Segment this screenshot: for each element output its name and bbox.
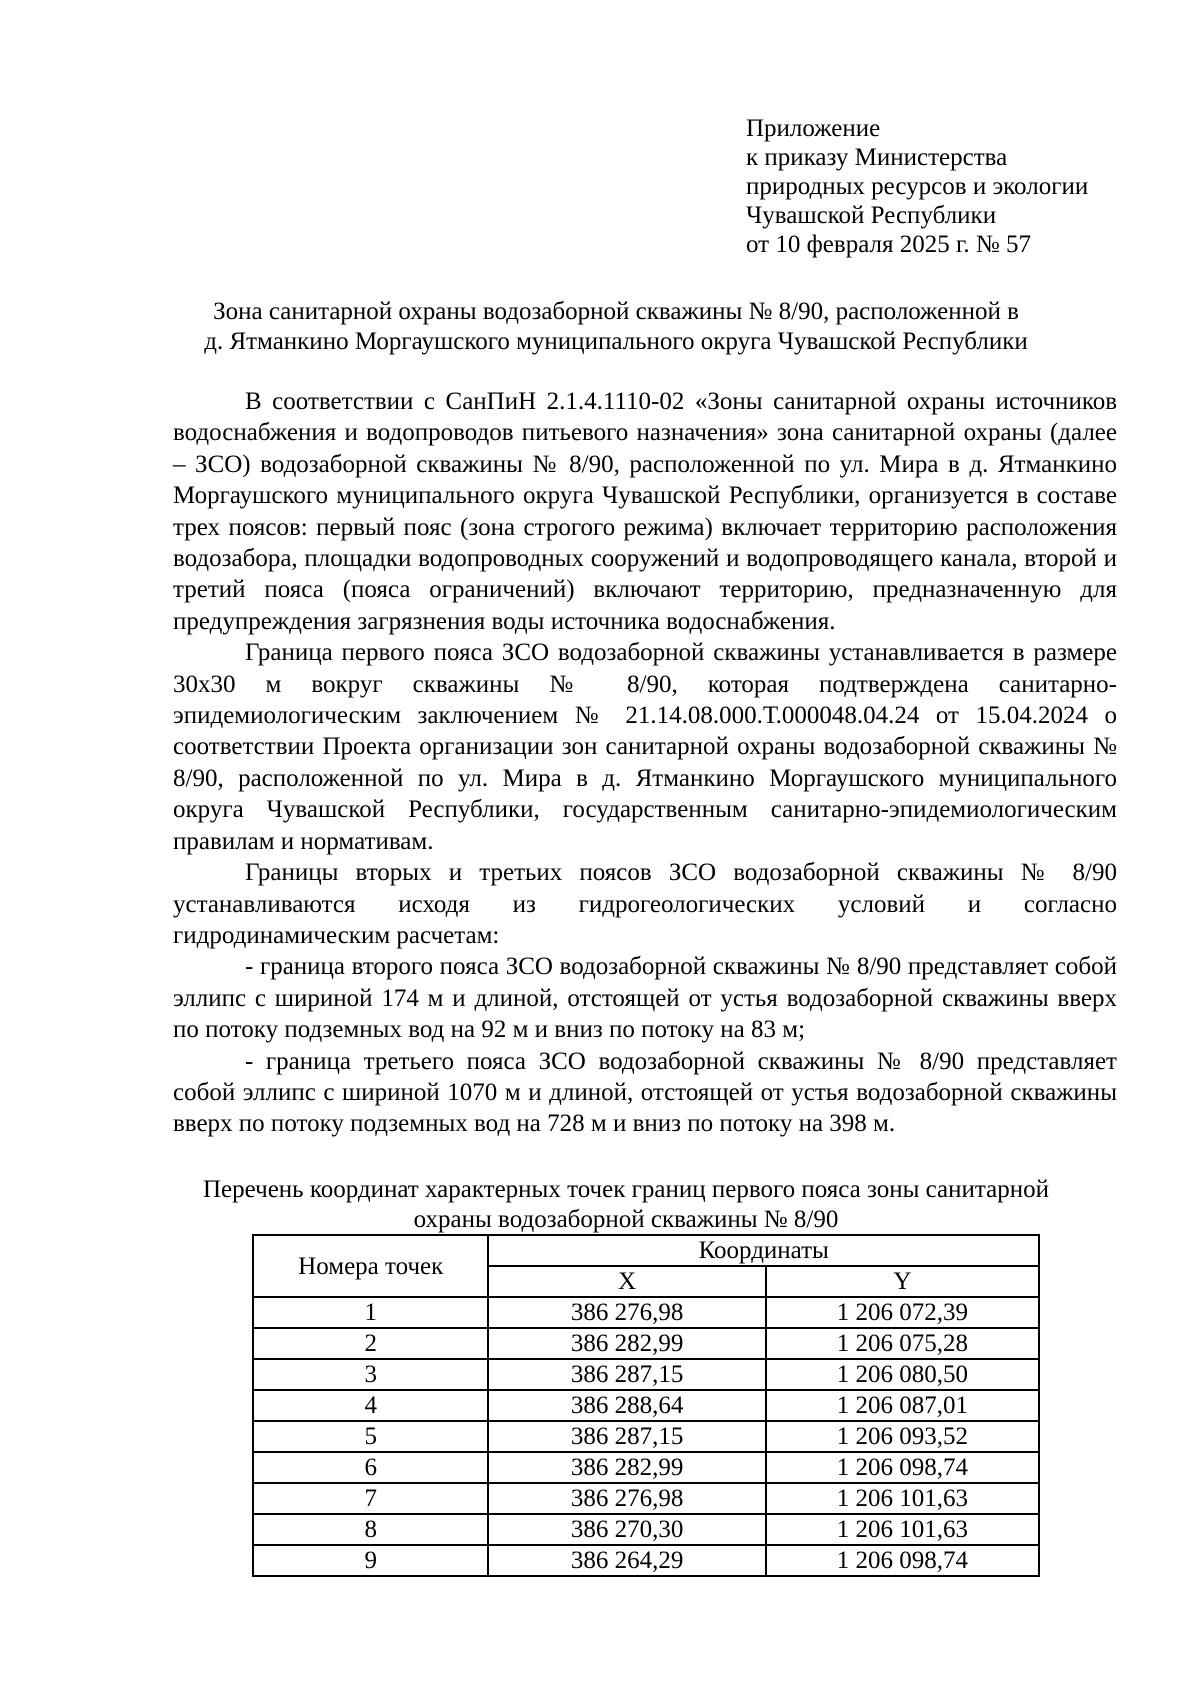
y-coordinate-cell: 1 206 101,63 [766,1514,1039,1545]
point-number-cell: 4 [253,1390,488,1421]
x-coordinate-cell: 386 287,15 [488,1359,765,1390]
table-row [253,1421,1039,1452]
y-coordinate-cell: 1 206 080,50 [766,1359,1039,1390]
x-coordinate-cell: 386 282,99 [488,1328,765,1359]
y-coordinate-cell: 1 206 075,28 [766,1328,1039,1359]
document-body [173,386,1117,1140]
table-row [253,1452,1039,1483]
paragraph: В соответствии с СанПиН 2.1.4.1110-02 «Зоны санитарной охраны источников водоснабжения и водопроводов питьевого назначения» зона санитарной охраны (далее – ЗСО) водозаборной скважины № 8/90, расположенной по ул. Мира в д. Ятманкино Моргаушского муниципального округа Чувашской Республики, организуется в составе трех поясов: первый пояс (зона строгого режима) включает территорию расположения водозабора, площадки водопроводных сооружений и водопроводящего канала, второй и третий пояса (пояса ограничений) включают территорию, предназначенную для предупреждения загрязнения воды источника водоснабжения. [173,388,1117,635]
x-coordinate-cell: 386 270,30 [488,1514,765,1545]
point-number-cell: 6 [253,1452,488,1483]
table-caption [150,1175,1102,1235]
list-item: - граница второго пояса ЗСО водозаборной скважины № 8/90 представляет собой эллипс с шириной 174 м и длиной, отстоящей от устья водозаборной скважины вверх по потоку подземных вод на 92 м и вниз по потоку на 83 м; [173,953,1117,1044]
list-item: - граница третьего пояса ЗСО водозаборной скважины № 8/90 представляет собой эллипс с шириной 1070 м и длиной, отстоящей от устья водозаборной скважины вверх по потоку подземных вод на 728 м и вниз по потоку на 398 м. [173,1047,1117,1138]
table-row [253,1514,1039,1545]
header-points: Номера точек [253,1235,488,1297]
appendix-line: к приказу Министерства [746,144,1008,171]
point-number-cell: 8 [253,1514,488,1545]
header-y: Y [766,1266,1039,1297]
title-line: Зона санитарной охраны водозаборной скважины № 8/90, расположенной в [213,298,1019,325]
y-coordinate-cell: 1 206 072,39 [766,1297,1039,1328]
table-row [253,1390,1039,1421]
x-coordinate-cell: 386 276,98 [488,1483,765,1514]
table-header-row [253,1235,1039,1266]
y-coordinate-cell: 1 206 098,74 [766,1452,1039,1483]
x-coordinate-cell: 386 287,15 [488,1421,765,1452]
appendix-line: природных ресурсов и экологии [746,173,1089,200]
table-row [253,1297,1039,1328]
point-number-cell: 7 [253,1483,488,1514]
paragraph: Границы вторых и третьих поясов ЗСО водозаборной скважины № 8/90 устанавливаются исходя из гидрогеологических условий и согласно гидродинамическим расчетам: [173,859,1117,949]
appendix-line: Чувашской Республики [746,202,997,229]
document-title [150,297,1082,357]
x-coordinate-cell: 386 288,64 [488,1390,765,1421]
title-line: д. Ятманкино Моргаушского муниципального округа Чувашской Республики [204,328,1028,355]
point-number-cell: 9 [253,1545,488,1576]
y-coordinate-cell: 1 206 101,63 [766,1483,1039,1514]
point-number-cell: 1 [253,1297,488,1328]
appendix-header [746,114,1088,259]
header-x: X [488,1266,765,1297]
header-coordinates: Координаты [488,1235,1039,1266]
appendix-line: Приложение [746,115,881,142]
caption-line: охраны водозаборной скважины № 8/90 [413,1206,839,1233]
x-coordinate-cell: 386 264,29 [488,1545,765,1576]
y-coordinate-cell: 1 206 098,74 [766,1545,1039,1576]
coordinates-table [252,1234,1040,1577]
caption-line: Перечень координат характерных точек границ первого пояса зоны санитарной [203,1176,1049,1203]
point-number-cell: 2 [253,1328,488,1359]
table-row [253,1328,1039,1359]
point-number-cell: 3 [253,1359,488,1390]
point-number-cell: 5 [253,1421,488,1452]
table-row [253,1483,1039,1514]
paragraph: Граница первого пояса ЗСО водозаборной скважины устанавливается в размере 30х30 м вокруг скважины № 8/90, которая подтверждена санитарно-эпидемиологическим заключением № 21.14.08.000.Т.000048.04.24 от 15.04.2024 о соответствии Проекта организации зон санитарной охраны водозаборной скважины № 8/90, расположенной по ул. Мира в д. Ятманкино Моргаушского муниципального округа Чувашской Республики, государственным санитарно-эпидемиологическим правилам и нормативам. [173,639,1117,855]
x-coordinate-cell: 386 276,98 [488,1297,765,1328]
appendix-line: от 10 февраля 2025 г. № 57 [746,231,1032,258]
y-coordinate-cell: 1 206 093,52 [766,1421,1039,1452]
table-row [253,1545,1039,1576]
x-coordinate-cell: 386 282,99 [488,1452,765,1483]
table-body [253,1297,1039,1576]
y-coordinate-cell: 1 206 087,01 [766,1390,1039,1421]
table-row [253,1359,1039,1390]
